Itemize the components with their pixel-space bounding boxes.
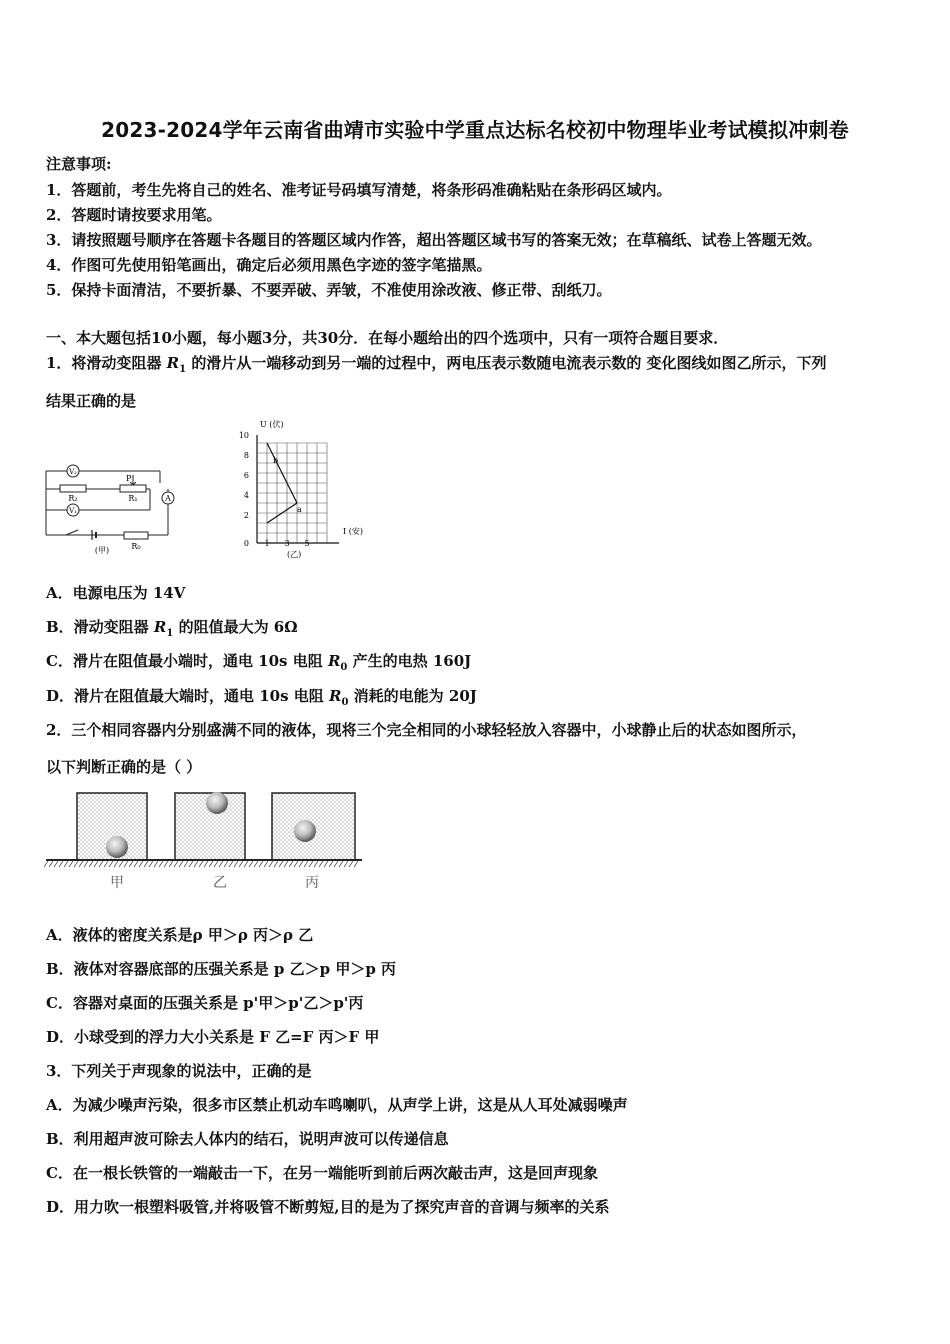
hatch-line	[99, 861, 103, 867]
r0-label: R₀	[131, 542, 141, 551]
hatch-line	[249, 861, 253, 867]
notice-item: 4．作图可先使用铅笔画出，确定后必须用黑色字迹的签字笔描黑。	[46, 256, 492, 274]
hatch-line	[79, 861, 83, 867]
hatch-line	[234, 861, 238, 867]
q2-option-c[interactable]: C．容器对桌面的压强关系是 p'甲＞p'乙＞p'丙	[46, 994, 364, 1012]
hatch-line	[264, 861, 268, 867]
label-bing: 丙	[305, 875, 319, 891]
hatch-line	[199, 861, 203, 867]
hatch-line	[304, 861, 308, 867]
hatch-line	[239, 861, 243, 867]
v1-label: V₁	[69, 507, 77, 515]
hatch-line	[324, 861, 328, 867]
hatch-line	[49, 861, 53, 867]
y-tick-label: 8	[243, 451, 249, 460]
hatch-line	[244, 861, 248, 867]
hatch-line	[279, 861, 283, 867]
q1-option-b[interactable]: B．滑动变阻器 $R_1$ 的阻值最大为 6Ω	[46, 618, 298, 639]
hatch-line	[129, 861, 133, 867]
hatch-line	[289, 861, 293, 867]
q3-option-d[interactable]: D．用力吹一根塑料吸管,并将吸管不断剪短,目的是为了探究声音的音调与频率的关系	[46, 1198, 610, 1216]
hatch-line	[134, 861, 138, 867]
q3-stem: 3．下列关于声现象的说法中，正确的是	[46, 1062, 312, 1080]
hatch-line	[189, 861, 193, 867]
notice-item: 2．答题时请按要求用笔。	[46, 206, 222, 224]
hatch-line	[109, 861, 113, 867]
q1-option-a[interactable]: A．电源电压为 14V	[46, 584, 186, 602]
q3-option-a[interactable]: A．为减少噪声污染，很多市区禁止机动车鸣喇叭，从声学上讲，这是从人耳处减弱噪声	[46, 1096, 628, 1114]
q2-stem-line2: 以下判断正确的是（ ）	[46, 758, 202, 776]
y-tick-label: 4	[243, 491, 249, 500]
hatch-line	[149, 861, 153, 867]
hatch-line	[169, 861, 173, 867]
ball-yi	[206, 792, 228, 814]
hatch-line	[344, 861, 348, 867]
hatch-line	[124, 861, 128, 867]
r2-label: R₂	[68, 494, 78, 503]
hatch-line	[339, 861, 343, 867]
section-header: 一、本大题包括10小题，每小题3分，共30分．在每小题给出的四个选项中，只有一项符合题目要求．	[46, 329, 729, 347]
hatch-line	[194, 861, 198, 867]
q1-option-c[interactable]: C．滑片在阻值最小端时，通电 10s 电阻 $R_0$ 产生的电热 160J	[46, 652, 472, 673]
ammeter-label: A	[165, 494, 171, 503]
hatch-line	[174, 861, 178, 867]
notice-heading: 注意事项:	[46, 155, 112, 173]
hatch-line	[309, 861, 313, 867]
circuit-diagram-jia	[40, 458, 180, 558]
ui-graph-yi	[225, 416, 375, 561]
hatch-line	[204, 861, 208, 867]
hatch-line	[254, 861, 258, 867]
hatch-line	[274, 861, 278, 867]
hatch-line	[74, 861, 78, 867]
hatch-line	[334, 861, 338, 867]
q1-stem-line1: 1．将滑动变阻器 $R_1$ 的滑片从一端移动到另一端的过程中，两电压表示数随电流表示数的 变化图线如图乙所示，下列	[46, 354, 827, 375]
x-axis-label: I (安)	[343, 527, 363, 536]
x-tick-label: 1	[264, 539, 270, 548]
q3-option-b[interactable]: B．利用超声波可除去人体内的结石，说明声波可以传递信息	[46, 1130, 449, 1148]
notice-item: 1．答题前，考生先将自己的姓名、准考证号码填写清楚，将条形码准确粘贴在条形码区域内。	[46, 181, 672, 199]
q2-option-a[interactable]: A．液体的密度关系是ρ 甲＞ρ 丙＞ρ 乙	[46, 926, 314, 944]
hatch-line	[179, 861, 183, 867]
fig-yi-caption: (乙)	[287, 550, 302, 559]
q1-stem-line2: 结果正确的是	[46, 392, 137, 410]
q2-stem-line1: 2．三个相同容器内分别盛满不同的液体，现将三个完全相同的小球轻轻放入容器中，小球静止后的状态如图所示，	[46, 721, 807, 739]
hatch-line	[319, 861, 323, 867]
hatch-line	[329, 861, 333, 867]
label-jia: 甲	[110, 875, 124, 891]
y-axis-label: U (伏)	[260, 420, 284, 429]
notice-item: 5．保持卡面清洁，不要折暴、不要弄破、弄皱，不准使用涂改液、修正带、刮纸刀。	[46, 281, 612, 299]
q1-option-d[interactable]: D．滑片在阻值最大端时，通电 10s 电阻 $R_0$ 消耗的电能为 20J	[46, 687, 477, 708]
hatch-line	[94, 861, 98, 867]
hatch-line	[294, 861, 298, 867]
slider-p-label: P	[126, 474, 132, 483]
hatch-line	[299, 861, 303, 867]
hatch-line	[69, 861, 73, 867]
hatch-line	[284, 861, 288, 867]
containers-figure	[44, 783, 364, 895]
y-tick-label: 2	[243, 511, 249, 520]
ball-bing	[294, 820, 316, 842]
hatch-line	[144, 861, 148, 867]
hatch-line	[44, 861, 48, 867]
y-tick-label: 10	[238, 431, 249, 440]
hatch-line	[119, 861, 123, 867]
label-yi: 乙	[213, 875, 227, 891]
q2-option-d[interactable]: D．小球受到的浮力大小关系是 F 乙=F 丙＞F 甲	[46, 1028, 380, 1046]
exam-title: 2023-2024学年云南省曲靖市实验中学重点达标名校初中物理毕业考试模拟冲刺卷	[101, 118, 849, 142]
y-tick-label: 0	[243, 539, 249, 548]
line-b-label: b	[273, 456, 279, 465]
hatch-line	[214, 861, 218, 867]
hatch-line	[104, 861, 108, 867]
hatch-line	[259, 861, 263, 867]
x-tick-label: 5	[304, 539, 310, 548]
hatch-line	[354, 861, 358, 867]
v2-label: V₂	[69, 468, 77, 476]
x-tick-label: 3	[284, 539, 290, 548]
hatch-line	[209, 861, 213, 867]
hatch-line	[114, 861, 118, 867]
hatch-line	[139, 861, 143, 867]
hatch-line	[349, 861, 353, 867]
hatch-line	[64, 861, 68, 867]
hatch-line	[84, 861, 88, 867]
hatch-line	[164, 861, 168, 867]
q3-option-c[interactable]: C．在一根长铁管的一端敲击一下，在另一端能听到前后两次敲击声，这是回声现象	[46, 1164, 598, 1182]
q2-option-b[interactable]: B．液体对容器底部的压强关系是 p 乙＞p 甲＞p 丙	[46, 960, 397, 978]
r1-label: R₁	[128, 494, 138, 503]
notice-item: 3．请按照题号顺序在答题卡各题目的答题区域内作答，超出答题区域书写的答案无效；在草稿纸、试卷上答题无效。	[46, 231, 822, 249]
hatch-line	[314, 861, 318, 867]
hatch-line	[59, 861, 63, 867]
line-a-label: a	[297, 505, 302, 514]
ball-jia	[106, 836, 128, 858]
hatch-line	[184, 861, 188, 867]
hatch-line	[229, 861, 233, 867]
hatch-line	[159, 861, 163, 867]
hatch-line	[154, 861, 158, 867]
hatch-line	[219, 861, 223, 867]
hatch-line	[269, 861, 273, 867]
fig-jia-caption: (甲)	[94, 546, 110, 555]
hatch-line	[54, 861, 58, 867]
y-tick-label: 6	[243, 471, 249, 480]
hatch-line	[224, 861, 228, 867]
hatch-line	[89, 861, 93, 867]
